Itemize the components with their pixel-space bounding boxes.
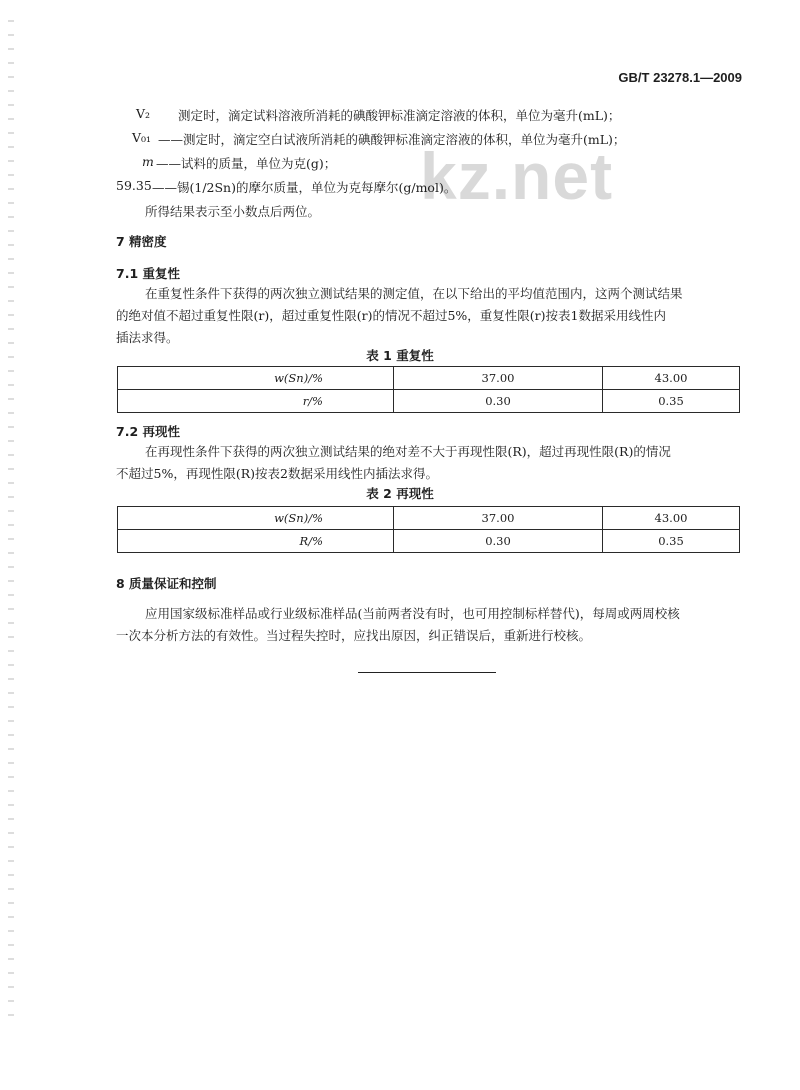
end-rule — [358, 672, 496, 673]
table-row — [118, 530, 740, 553]
section-7-1-heading: 7.1 重复性 — [116, 266, 180, 281]
def-symbol-v2: V₂ — [136, 106, 151, 121]
table-2-caption: 表 2 再现性 — [366, 486, 434, 501]
table-cell-value: 43.00 — [603, 507, 740, 530]
table-1-caption: 表 1 重复性 — [366, 348, 434, 363]
scan-edge-marks — [8, 20, 14, 1020]
table-cell-value: 0.35 — [603, 530, 740, 553]
def-text-m: ——试料的质量，单位为克(g)； — [156, 156, 337, 171]
section-8-para-line-1: 应用国家级标准样品或行业级标准样品(当前两者没有时，也可用控制标样替代)，每周或两周校核 — [145, 606, 680, 621]
table-cell-value: 37.00 — [394, 367, 603, 390]
def-symbol-v01: V₀₁ — [132, 130, 152, 145]
table-cell-label: R/% — [118, 530, 394, 553]
section-7-2-para-line-1: 在再现性条件下获得的两次独立测试结果的绝对差不大于再现性限(R)，超过再现性限(R)的情况 — [145, 444, 671, 459]
table-cell-value: 0.35 — [603, 390, 740, 413]
def-symbol-m: m — [142, 154, 154, 169]
table-2-reproducibility — [117, 506, 740, 553]
table-cell-label: w(Sn)/% — [118, 507, 394, 530]
section-7-1-para-line-1: 在重复性条件下获得的两次独立测试结果的测定值，在以下给出的平均值范围内，这两个测试结果 — [145, 286, 683, 301]
section-7-heading: 7 精密度 — [116, 234, 167, 249]
def-symbol-molar-mass: 59.35 — [116, 178, 152, 193]
watermark: kz.net — [420, 139, 614, 213]
table-cell-value: 0.30 — [394, 390, 603, 413]
table-row — [118, 390, 740, 413]
section-7-2-heading: 7.2 再现性 — [116, 424, 180, 439]
section-7-1-para-line-2: 的绝对值不超过重复性限(r)，超过重复性限(r)的情况不超过5%，重复性限(r)按表1数据采用线性内 — [116, 308, 666, 323]
table-cell-value: 37.00 — [394, 507, 603, 530]
result-note: 所得结果表示至小数点后两位。 — [145, 204, 321, 219]
def-text-v2: 测定时，滴定试料溶液所消耗的碘酸钾标准滴定溶液的体积，单位为毫升(mL)； — [178, 108, 621, 123]
def-text-v01: ——测定时，滴定空白试液所消耗的碘酸钾标准滴定溶液的体积，单位为毫升(mL)； — [158, 132, 626, 147]
table-1-repeatability — [117, 366, 740, 413]
table-cell-label: w(Sn)/% — [118, 367, 394, 390]
table-cell-value: 0.30 — [394, 530, 603, 553]
table-cell-value: 43.00 — [603, 367, 740, 390]
section-7-2-para-line-2: 不超过5%，再现性限(R)按表2数据采用线性内插法求得。 — [116, 466, 438, 481]
section-8-heading: 8 质量保证和控制 — [116, 576, 217, 591]
table-row — [118, 367, 740, 390]
def-text-molar-mass: ——锡(1/2Sn)的摩尔质量，单位为克每摩尔(g/mol)。 — [152, 180, 457, 195]
section-8-para-line-2: 一次本分析方法的有效性。当过程失控时，应找出原因，纠正错误后，重新进行校核。 — [116, 628, 592, 643]
table-cell-label: r/% — [118, 390, 394, 413]
standard-number: GB/T 23278.1—2009 — [618, 70, 742, 85]
section-7-1-para-line-3: 插法求得。 — [116, 330, 179, 345]
table-row — [118, 507, 740, 530]
